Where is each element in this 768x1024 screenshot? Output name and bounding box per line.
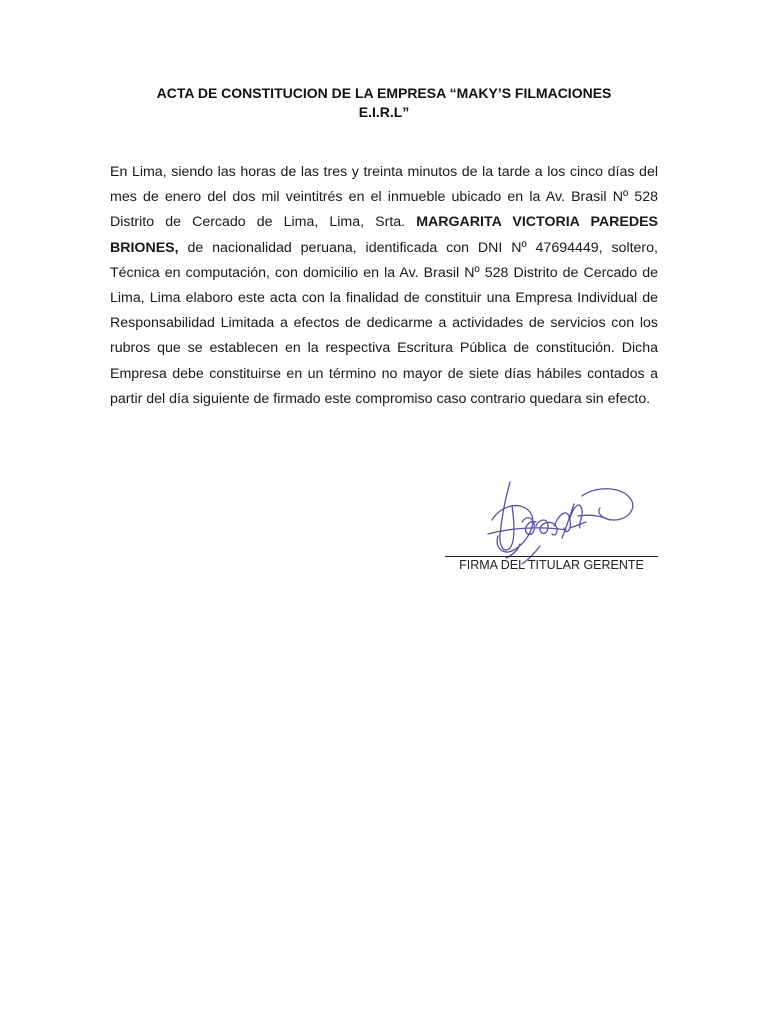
signature-block xyxy=(445,470,658,580)
handwritten-signature xyxy=(470,476,650,566)
paragraph-part-1: En Lima, siendo las horas de las tres y treinta minutos de la tarde a los cinco días del mes de enero del dos mil veintitrés en el inmueble ubicado en la Av. Brasil Nº 528 Distrito de Cercado de Lima, Lima, Srta. xyxy=(110,164,658,231)
title-line-2: E.I.R.L” xyxy=(358,104,410,120)
signature-line xyxy=(445,556,658,557)
document-title xyxy=(110,84,658,122)
signature-label: FIRMA DEL TITULAR GERENTE xyxy=(459,558,644,572)
title-line-1: ACTA DE CONSTITUCION DE LA EMPRESA “MAKY’S FILMACIONES xyxy=(156,85,612,101)
paragraph-part-2: de nacionalidad peruana, identificada con DNI Nº 47694449, soltero, Técnica en computación, con domicilio en la Av. Brasil Nº 528 Distrito de Cercado de Lima, Lima elaboro este acta con la finalidad de constituir una Empresa Individual de Responsabilidad Limitada a efectos de dedicarme a actividades de servicios con los rubros que se establecen en la respectiva Escritura Pública de constitución. Dicha Empresa debe constituirse en un término no mayor de siete días hábiles contados a partir del día siguiente de firmado este compromiso caso contrario quedara sin efecto. xyxy=(110,239,658,407)
body-paragraph xyxy=(110,160,658,412)
titular-name: MARGARITA VICTORIA PAREDES BRIONES, xyxy=(110,214,658,256)
